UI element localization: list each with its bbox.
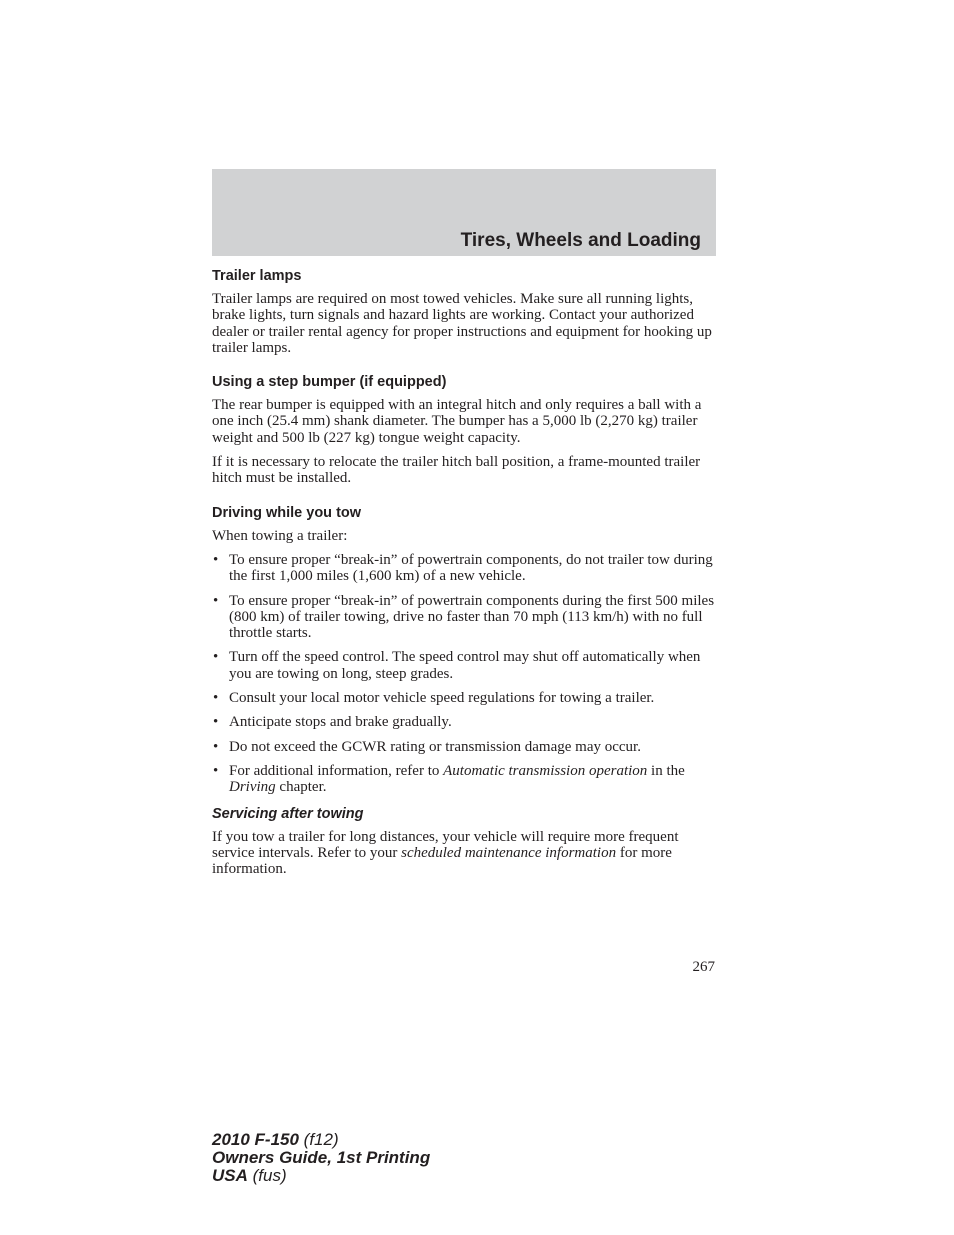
footer-line-market [212,1167,430,1185]
page-number: 267 [692,959,715,975]
footer-line-model [212,1131,430,1149]
list-item: • To ensure proper “break-in” of powertrain components, do not trailer tow during the first 1,000 miles (1,600 km) of a new vehicle. [212,552,716,585]
servicing-text-end: for more information. [212,844,672,878]
reference-transmission-operation: Automatic transmission operation [443,762,648,779]
footer-market: USA [212,1166,248,1185]
footer-line-guide: Owners Guide, 1st Printing [212,1148,431,1167]
reference-prefix: For additional information, refer to [229,762,444,779]
step-bumper-paragraph-2: If it is necessary to relocate the trailer hitch ball position, a frame-mounted trailer hitch must be installed. [212,454,701,487]
list-item: • To ensure proper “break-in” of powertrain components during the first 500 miles (800 km) of trailer towing, drive no faster than 70 mph (113 km/h) with no full throttle starts. [212,593,716,642]
document-footer [212,1131,430,1185]
driving-intro: When towing a trailer: [212,527,348,544]
list-item [212,763,716,796]
footer-model: 2010 F-150 [212,1130,299,1149]
list-item: • Consult your local motor vehicle speed regulations for towing a trailer. [212,690,716,706]
towing-tips-list [212,552,716,796]
chapter-header-band [212,169,716,256]
step-bumper-paragraph-1: The rear bumper is equipped with an integral hitch and only requires a ball with a one inch (25.4 mm) shank diameter. The bumper has a 5,000 lb (2,270 kg) trailer weight and 500 lb (227 kg) tongue weight capacity. [212,397,702,446]
heading-trailer-lamps: Trailer lamps [212,268,302,284]
list-item: • Do not exceed the GCWR rating or transmission damage may occur. [212,739,716,755]
trailer-lamps-paragraph: Trailer lamps are required on most towed vehicles. Make sure all running lights, brake lights, turn signals and hazard lights are working. Contact your authorized dealer or trailer rental agency for proper instructions and equipment for hooking up trailer lamps. [212,291,712,356]
chapter-title: Tires, Wheels and Loading [460,230,701,251]
heading-step-bumper: Using a step bumper (if equipped) [212,374,447,391]
heading-servicing-after-towing: Servicing after towing [212,805,364,822]
servicing-paragraph [212,829,716,878]
footer-market-code: (fus) [247,1166,287,1185]
reference-scheduled-maintenance: scheduled maintenance information [401,844,617,861]
servicing-text-start: If you tow a trailer for long distances, your vehicle will require more frequent service intervals. Refer to your [212,828,679,861]
page-content [212,267,716,885]
list-item: • Anticipate stops and brake gradually. [212,714,716,730]
list-item: • Turn off the speed control. The speed control may shut off automatically when you are towing on long, steep grades. [212,649,716,682]
reference-driving-chapter: Driving [229,779,276,796]
reference-middle: in the [647,762,685,779]
heading-driving-while-towing: Driving while you tow [212,504,362,521]
reference-suffix: chapter. [275,779,327,796]
footer-model-code: (f12) [298,1130,339,1149]
